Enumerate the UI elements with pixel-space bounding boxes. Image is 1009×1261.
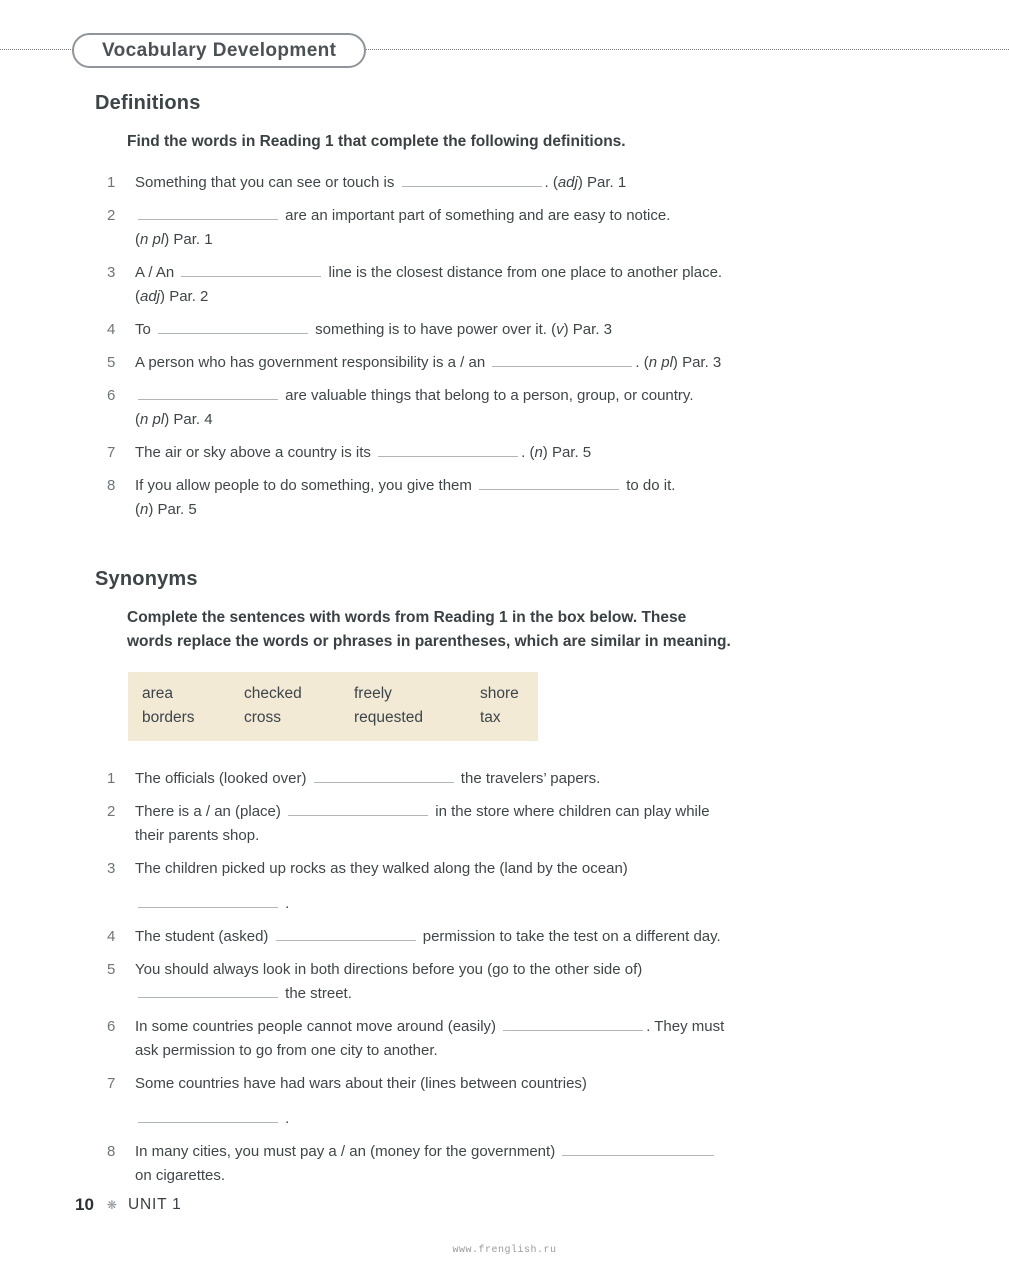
item-text: The air or sky above a country is its . (n) Par. 5 xyxy=(135,444,592,461)
item-text: The student (asked) permission to take the test on a different day. xyxy=(135,928,721,945)
item-number: 1 xyxy=(107,770,116,787)
page-content xyxy=(0,92,1009,1188)
item-number: 2 xyxy=(107,803,116,820)
unit-label: UNIT 1 xyxy=(127,1196,182,1213)
exercise-item xyxy=(107,318,957,342)
page-header xyxy=(0,0,1009,67)
item-number: 4 xyxy=(107,321,116,338)
answer-blank xyxy=(138,895,278,908)
answer-blank xyxy=(503,1018,643,1031)
answer-blank xyxy=(402,174,542,187)
item-text: In many cities, you must pay a / an (money for the government) on cigarettes. xyxy=(135,1143,717,1184)
item-text: There is a / an (place) in the store where children can play while their parents shop. xyxy=(135,803,710,844)
definitions-heading: Definitions xyxy=(95,92,201,114)
answer-blank xyxy=(181,264,321,277)
exercise-item xyxy=(107,1015,957,1063)
item-text: In some countries people cannot move around (easily) . They must ask permission to go from one city to another. xyxy=(135,1018,725,1059)
item-number: 3 xyxy=(107,264,116,281)
answer-blank xyxy=(378,444,518,457)
answer-blank xyxy=(138,207,278,220)
item-text: The children picked up rocks as they walked along the (land by the ocean) . xyxy=(135,860,628,912)
definitions-list xyxy=(107,171,957,522)
answer-blank xyxy=(138,387,278,400)
item-text: To something is to have power over it. (v) Par. 3 xyxy=(135,321,612,338)
exercise-item xyxy=(107,204,957,252)
item-number: 5 xyxy=(107,961,116,978)
exercise-item xyxy=(107,171,957,195)
word-bank-word: tax xyxy=(480,709,501,726)
word-bank-word: cross xyxy=(244,709,282,726)
item-number: 3 xyxy=(107,860,116,877)
answer-blank xyxy=(288,803,428,816)
exercise-item xyxy=(107,474,957,522)
item-number: 2 xyxy=(107,207,116,224)
synonyms-list xyxy=(107,767,957,1188)
item-text: If you allow people to do something, you give them to do it. (n) Par. 5 xyxy=(135,477,676,518)
item-number: 4 xyxy=(107,928,116,945)
answer-blank xyxy=(138,1110,278,1123)
item-text: A / An line is the closest distance from one place to another place. (adj) Par. 2 xyxy=(135,264,723,305)
word-bank-word: requested xyxy=(354,709,423,726)
exercise-item xyxy=(107,857,957,916)
exercise-item xyxy=(107,925,957,949)
badge-title: Vocabulary Development xyxy=(102,39,337,61)
item-text: are valuable things that belong to a person, group, or country. (n pl) Par. 4 xyxy=(135,387,694,428)
item-number: 5 xyxy=(107,354,116,371)
exercise-item xyxy=(107,958,957,1006)
item-number: 6 xyxy=(107,1018,116,1035)
answer-blank xyxy=(479,477,619,490)
word-bank-word: checked xyxy=(244,685,302,702)
answer-blank xyxy=(276,928,416,941)
item-number: 7 xyxy=(107,444,116,461)
item-text: You should always look in both directions before you (go to the other side of) the street. xyxy=(135,961,643,1002)
item-text: Something that you can see or touch is . (adj) Par. 1 xyxy=(135,174,627,191)
watermark-url: www.frenglish.ru xyxy=(452,1245,557,1256)
item-text: The officials (looked over) the travelers’ papers. xyxy=(135,770,601,787)
answer-blank xyxy=(562,1143,714,1156)
exercise-item xyxy=(107,767,957,791)
word-bank-word: borders xyxy=(142,709,195,726)
page-number: 10 xyxy=(75,1195,94,1214)
synonyms-instruction-line2: words replace the words or phrases in parentheses, which are similar in meaning. xyxy=(127,633,731,650)
item-number: 1 xyxy=(107,174,116,191)
page-footer xyxy=(75,1195,182,1215)
exercise-item xyxy=(107,1140,957,1188)
item-text: Some countries have had wars about their (lines between countries) . xyxy=(135,1075,587,1127)
exercise-item xyxy=(107,800,957,848)
exercise-item xyxy=(107,261,957,309)
synonyms-instruction xyxy=(127,606,969,654)
item-number: 8 xyxy=(107,1143,116,1160)
item-number: 8 xyxy=(107,477,116,494)
answer-blank xyxy=(158,321,308,334)
word-bank-box xyxy=(128,672,538,741)
synonyms-instruction-line1: Complete the sentences with words from Reading 1 in the box below. These xyxy=(127,609,687,626)
exercise-item xyxy=(107,1072,957,1131)
definitions-instruction: Find the words in Reading 1 that complete the following definitions. xyxy=(127,133,626,150)
answer-blank xyxy=(314,770,454,783)
exercise-item xyxy=(107,441,957,465)
answer-blank xyxy=(492,354,632,367)
synonyms-heading: Synonyms xyxy=(95,568,198,590)
exercise-item xyxy=(107,384,957,432)
word-bank-word: area xyxy=(142,685,174,702)
section-badge xyxy=(72,33,366,68)
item-number: 6 xyxy=(107,387,116,404)
item-number: 7 xyxy=(107,1075,116,1092)
flower-icon: ❋ xyxy=(106,1198,117,1212)
item-text: are an important part of something and are easy to notice. (n pl) Par. 1 xyxy=(135,207,671,248)
word-bank-word: freely xyxy=(354,685,392,702)
exercise-item xyxy=(107,351,957,375)
item-text: A person who has government responsibility is a / an . (n pl) Par. 3 xyxy=(135,354,722,371)
word-bank-word: shore xyxy=(480,685,519,702)
answer-blank xyxy=(138,985,278,998)
